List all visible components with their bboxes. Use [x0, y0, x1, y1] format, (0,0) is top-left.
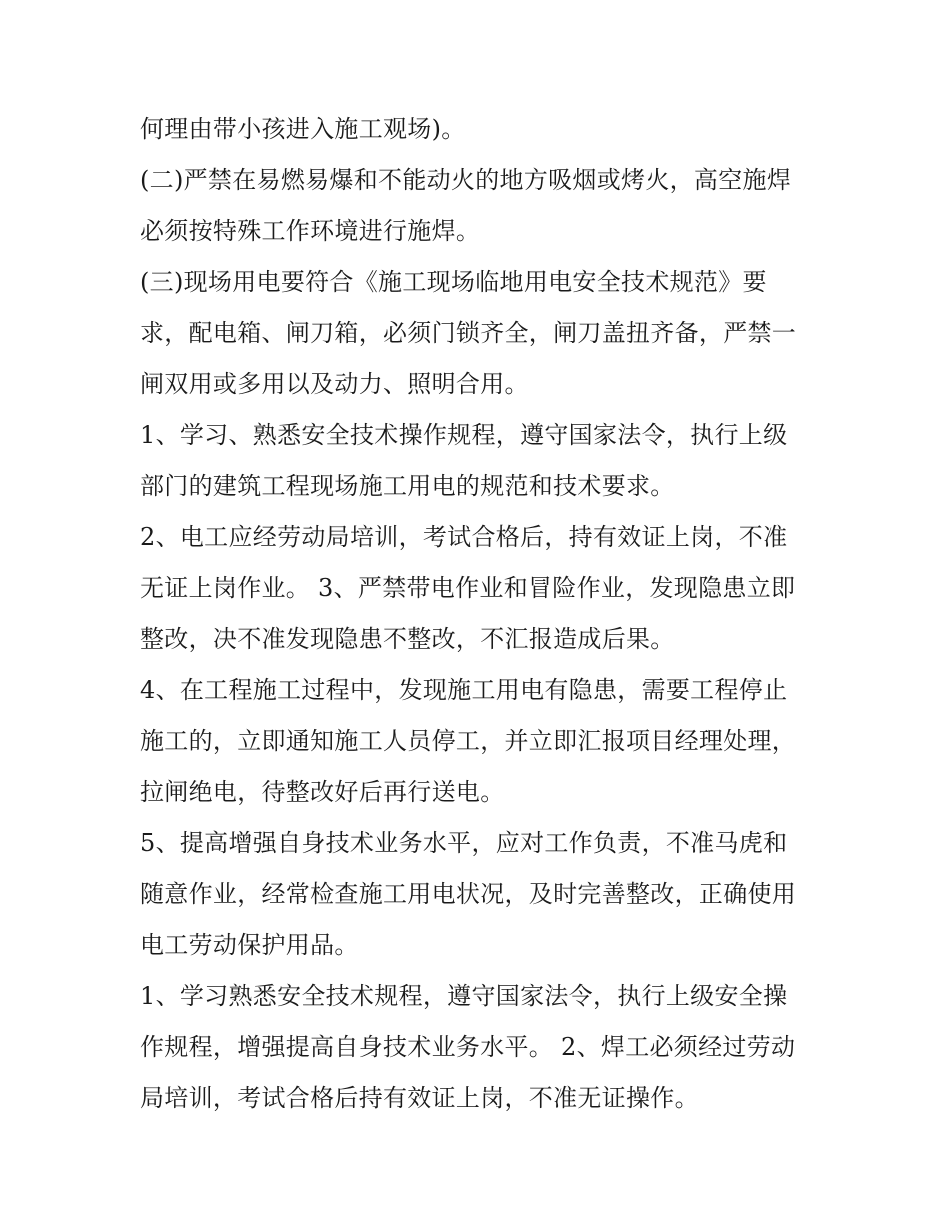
text-line-19: 作规程，增强提高自身技术业务水平。 2、焊工必须经过劳动	[140, 1033, 796, 1061]
text-line-1: 何理由带小孩进入施工观场)。	[140, 115, 466, 143]
text-line-10: 无证上岗作业。 3、严禁带电作业和冒险作业，发现隐患立即	[140, 574, 796, 602]
text-line-3: 必须按特殊工作环境进行施焊。	[140, 217, 481, 245]
text-line-14: 拉闸绝电，待整改好后再行送电。	[140, 778, 505, 806]
text-line-6: 闸双用或多用以及动力、照明合用。	[140, 370, 529, 398]
text-line-5: 求，配电箱、闸刀箱，必须门锁齐全，闸刀盖扭齐备，严禁一	[140, 319, 797, 347]
text-line-17: 电工劳动保护用品。	[140, 931, 359, 959]
document-body	[140, 104, 820, 1124]
text-line-7: 1、学习、熟悉安全技术操作规程，遵守国家法令，执行上级	[140, 421, 788, 449]
text-line-8: 部门的建筑工程现场施工用电的规范和技术要求。	[140, 472, 675, 500]
text-line-20: 局培训，考试合格后持有效证上岗，不准无证操作。	[140, 1084, 699, 1112]
text-line-11: 整改，决不准发现隐患不整改，不汇报造成后果。	[140, 625, 675, 653]
text-line-15: 5、提高增强自身技术业务水平，应对工作负责，不准马虎和	[140, 829, 788, 857]
text-line-2: (二)严禁在易燃易爆和不能动火的地方吸烟或烤火，高空施焊	[140, 166, 792, 194]
text-line-13: 施工的，立即通知施工人员停工，并立即汇报项目经理处理，	[140, 727, 797, 755]
text-line-9: 2、电工应经劳动局培训，考试合格后，持有效证上岗，不准	[140, 523, 788, 551]
text-line-16: 随意作业，经常检查施工用电状况，及时完善整改，正确使用	[140, 880, 797, 908]
text-line-12: 4、在工程施工过程中，发现施工用电有隐患，需要工程停止	[140, 676, 788, 704]
text-line-18: 1、学习熟悉安全技术规程，遵守国家法令，执行上级安全操	[140, 982, 788, 1010]
text-line-4: (三)现场用电要符合《施工现场临地用电安全技术规范》要	[140, 268, 767, 296]
